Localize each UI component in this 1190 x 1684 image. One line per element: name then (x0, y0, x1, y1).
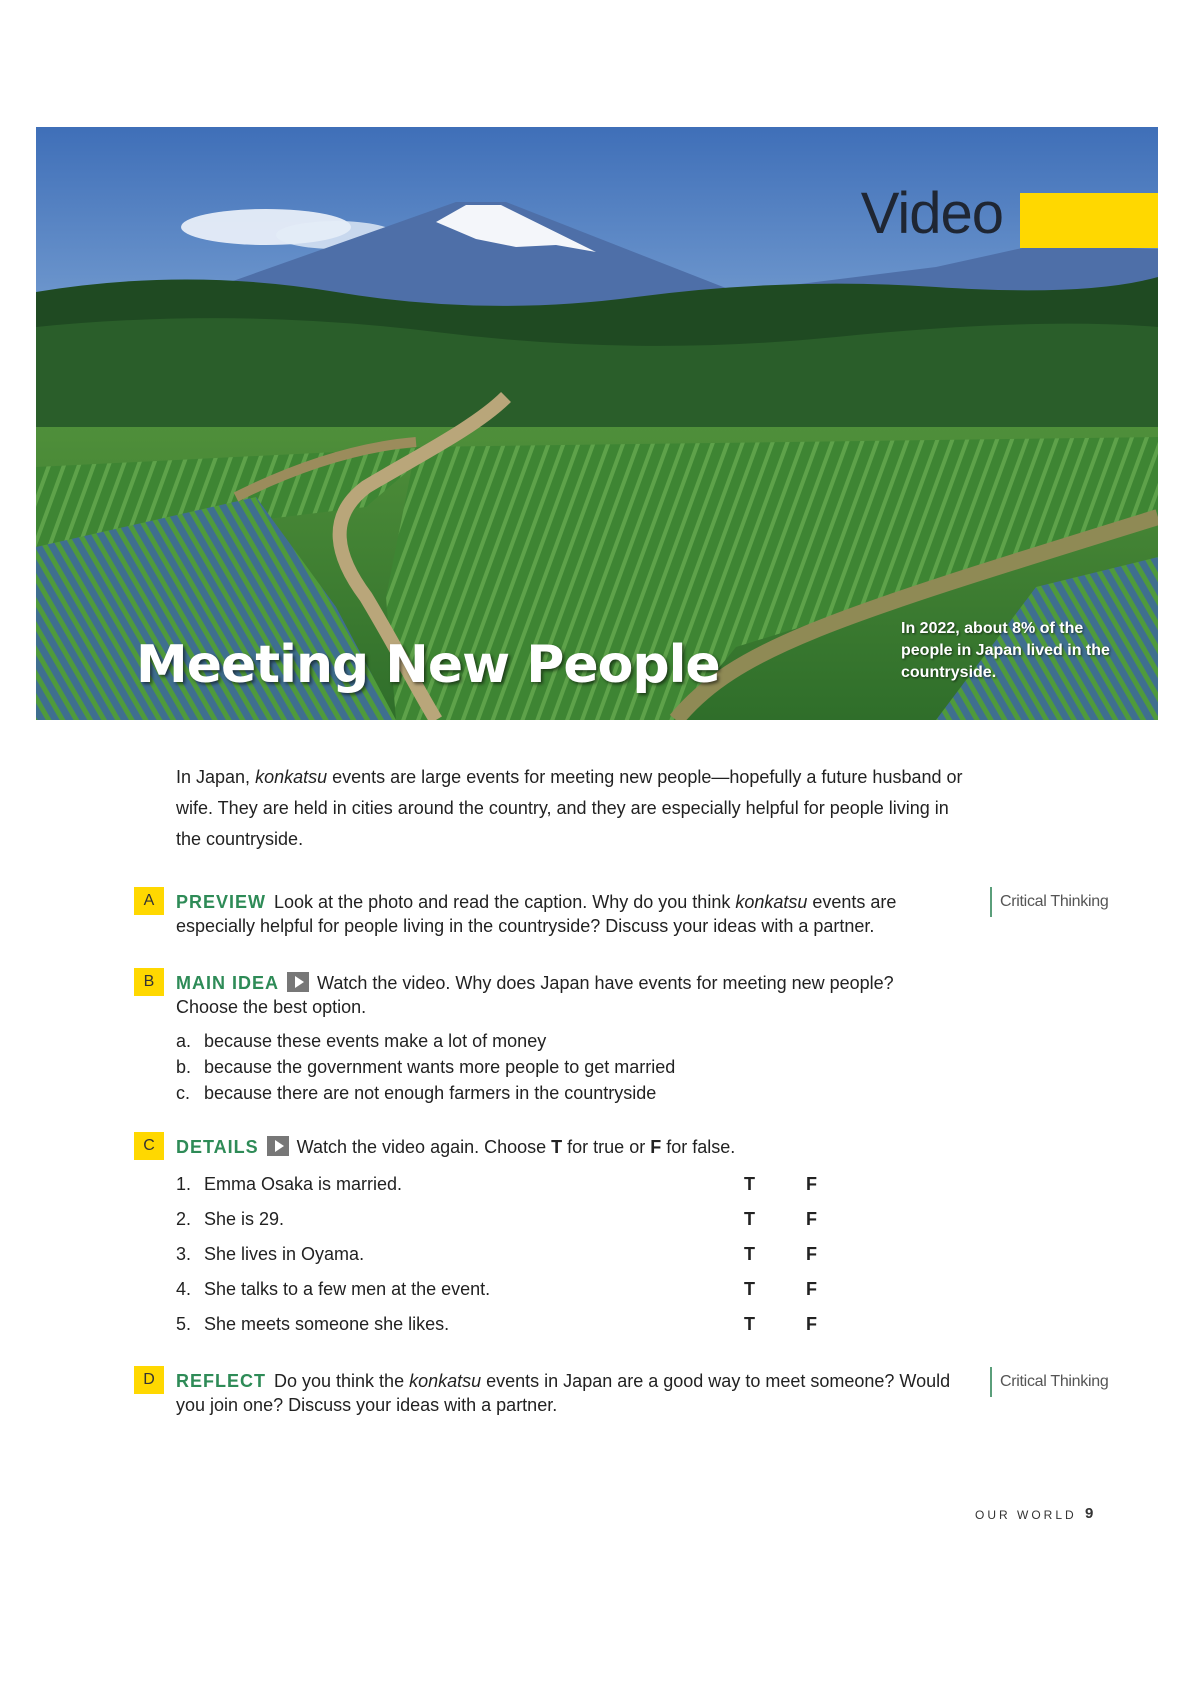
play-video-icon[interactable] (287, 972, 309, 992)
section-label: Video (860, 181, 1003, 246)
page-number: 9 (1085, 1505, 1094, 1522)
instruction-text-after: events are especially helpful for people living in the countryside? Discuss your ideas with a partner. (176, 892, 897, 936)
section-letter-badge: A (134, 887, 164, 915)
list-item: 5. She meets someone she likes. T F (176, 1314, 817, 1334)
section-letter-badge: B (134, 968, 164, 996)
instruction-text: Watch the video. Why does Japan have events for meeting new people? Choose the best option. (176, 973, 894, 1017)
true-choice[interactable]: T (744, 1174, 755, 1194)
answer-options (176, 1028, 876, 1106)
false-choice[interactable]: F (806, 1209, 817, 1229)
true-choice[interactable]: T (744, 1209, 755, 1229)
true-choice[interactable]: T (744, 1279, 755, 1299)
false-choice[interactable]: F (806, 1314, 817, 1334)
intro-paragraph (176, 762, 976, 855)
section-keyword: DETAILS (176, 1137, 259, 1157)
play-video-icon[interactable] (267, 1136, 289, 1156)
section-letter-badge: C (134, 1132, 164, 1160)
section-instructions: DETAILS Watch the video again. Choose T for true or F for false. (176, 1137, 736, 1157)
option-b[interactable]: b. because the government wants more people to get married (176, 1057, 676, 1077)
intro-term: konkatsu (255, 767, 328, 787)
true-choice[interactable]: T (744, 1244, 755, 1264)
section-instructions (176, 971, 956, 1019)
false-choice[interactable]: F (806, 1174, 817, 1194)
section-keyword: REFLECT (176, 1371, 266, 1391)
photo-caption: In 2022, about 8% of the people in Japan lived in the countryside. (901, 620, 1110, 681)
section-keyword: PREVIEW (176, 892, 267, 912)
option-a[interactable]: a. because these events make a lot of money (176, 1031, 547, 1051)
intro-text-after: events are large events for meeting new people—hopefully a future husband or wife. They are held in cities around the country, and they are especially helpful for people living in the countryside. (176, 767, 963, 849)
instruction-text-before: Look at the photo and read the caption. Why do you think (274, 892, 736, 912)
critical-thinking-note: Critical Thinking (990, 887, 1108, 917)
list-item: 1. Emma Osaka is married. T F (176, 1174, 817, 1194)
section-keyword: MAIN IDEA (176, 973, 279, 993)
page-title: Meeting New People (136, 635, 720, 695)
section-label-bar (1020, 193, 1158, 248)
list-item: 4. She talks to a few men at the event. T F (176, 1279, 817, 1299)
critical-thinking-note: Critical Thinking (990, 1367, 1108, 1397)
section-letter-badge: D (134, 1366, 164, 1394)
false-choice[interactable]: F (806, 1244, 817, 1264)
true-false-list (176, 1172, 816, 1347)
instruction-term: konkatsu (735, 892, 808, 912)
list-item: 2. She is 29. T F (176, 1209, 817, 1229)
hero-photo (36, 127, 1158, 720)
intro-text-before: In Japan, (176, 767, 256, 787)
option-c[interactable]: c. because there are not enough farmers in the countryside (176, 1083, 657, 1103)
false-choice[interactable]: F (806, 1279, 817, 1299)
book-title-footer: OUR WORLD (975, 1508, 1077, 1522)
true-choice[interactable]: T (744, 1314, 755, 1334)
list-item: 3. She lives in Oyama. T F (176, 1244, 817, 1264)
section-instructions (176, 890, 956, 938)
section-instructions: REFLECT Do you think the konkatsu events in Japan are a good way to meet someone? Would you join one? Discuss your ideas with a partner. (176, 1371, 951, 1415)
